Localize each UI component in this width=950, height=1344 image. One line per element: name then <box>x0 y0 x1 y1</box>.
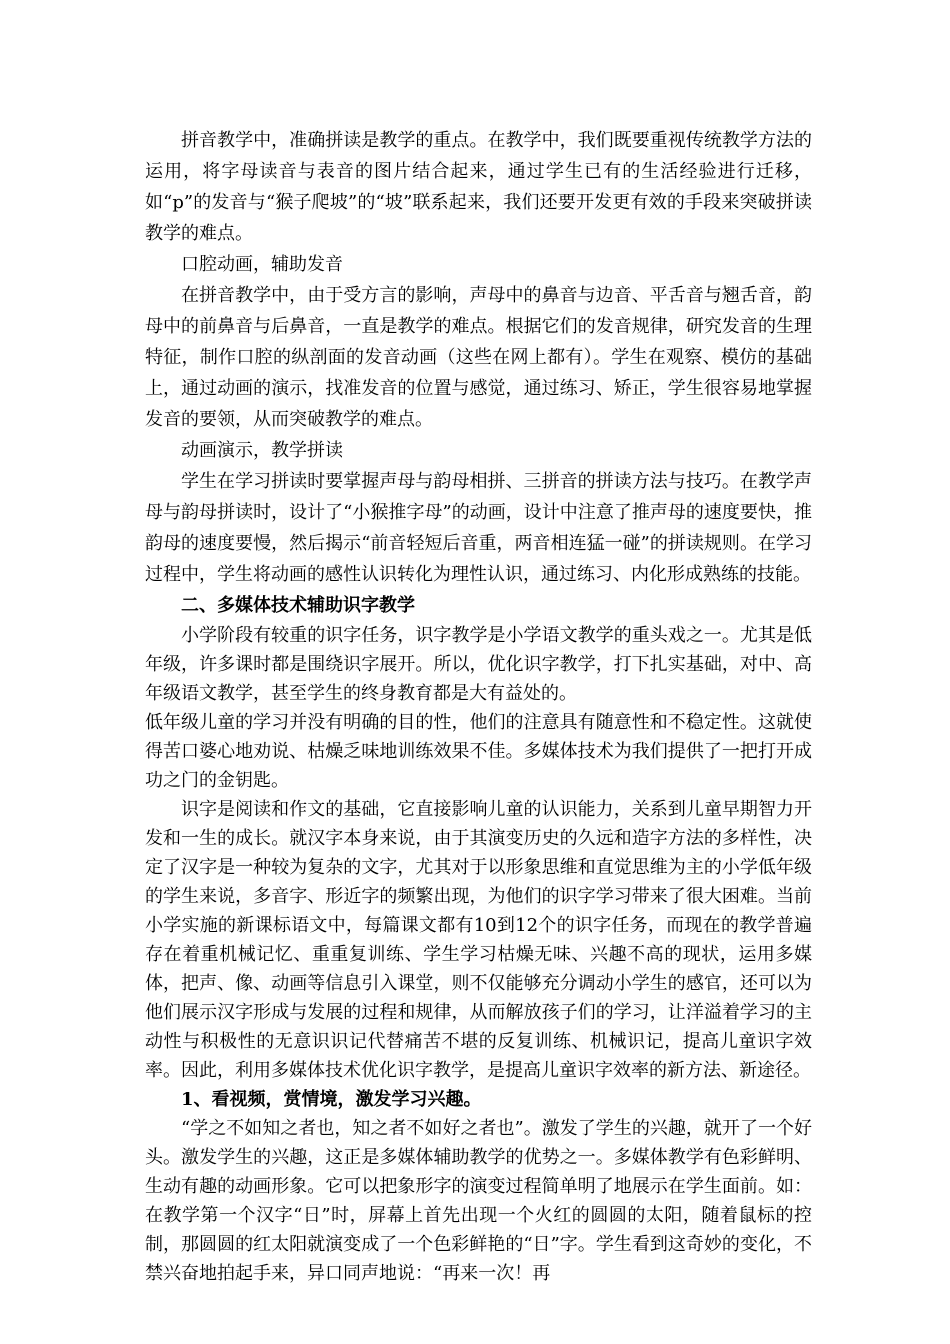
paragraph-pinyin-intro: 拼音教学中，准确拼读是教学的重点。在教学中，我们既要重视传统教学方法的运用，将字母读音与表音的图片结合起来，通过学生已有的生活经验进行迁移，如“p”的发音与“猴子爬坡”的“坡”联系起来，我们还要开发更有效的手段来突破拼读教学的难点。 <box>145 130 812 244</box>
subheading-video-interest: 1、看视频，赏情境，激发学习兴趣。 <box>181 1089 482 1110</box>
paragraph-oral-animation: 在拼音教学中，由于受方言的影响，声母中的鼻音与边音、平舌音与翘舌音，韵母中的前鼻音与后鼻音，一直是教学的难点。根据它们的发音规律，研究发音的生理特征，制作口腔的纵剖面的发音动画（这些在网上都有）。学生在观察、模仿的基础上，通过动画的演示，找准发音的位置与感觉，通过练习、矫正，学生很容易地掌握发音的要领，从而突破教学的难点。 <box>145 285 812 430</box>
paragraph-animation-demo: 学生在学习拼读时要掌握声母与韵母相拼、三拼音的拼读方法与技巧。在教学声母与韵母拼读时，设计了“小猴推字母”的动画，设计中注意了推声母的速度要快，推韵母的速度要慢，然后揭示“前音轻短后音重，两音相连猛一碰”的拼读规则。在学习过程中，学生将动画的感性认识转化为理性认识，通过练习、内化形成熟练的技能。 <box>145 471 812 585</box>
paragraph-literacy-task: 小学阶段有较重的识字任务，识字教学是小学语文教学的重头戏之一。尤其是低年级，许多课时都是围绕识字展开。所以，优化识字教学，打下扎实基础，对中、高年级语文教学，甚至学生的终身教育都是大有益处的。 <box>145 625 812 704</box>
paragraph-interest: “学之不如知之者也，知之者不如好之者也”。激发了学生的兴趣，就开了一个好头。激发学生的兴趣，这正是多媒体辅助教学的优势之一。多媒体教学有色彩鲜明、生动有趣的动画形象。它可以把象形字的演变过程简单明了地展示在学生面前。如：在教学第一个汉字“日”时，屏幕上首先出现一个火红的圆圆的太阳，随着鼠标的控制，那圆圆的红太阳就演变成了一个色彩鲜艳的“日”字。学生看到这奇妙的变化，不禁兴奋地拍起手来，异口同声地说：“再来一次！再 <box>145 1118 812 1284</box>
paragraph-literacy-basis: 识字是阅读和作文的基础，它直接影响儿童的认识能力，关系到儿童早期智力开发和一生的成长。就汉字本身来说，由于其演变历史的久远和造字方法的多样性，决定了汉字是一种较为复杂的文字，尤其对于以形象思维和直觉思维为主的小学低年级的学生来说，多音字、形近字的频繁出现，为他们的识字学习带来了很大困难。当前小学实施的新课标语文中，每篇课文都有10到12个的识字任务，而现在的教学普遍存在着重机械记忆、重重复训练、学生学习枯燥无味、兴趣不高的现状，运用多媒体，把声、像、动画等信息引入课堂，则不仅能够充分调动小学生的感官，还可以为他们展示汉字形成与发展的过程和规律，从而解放孩子们的学习，让洋溢着学习的主动性与积极性的无意识识记代替痛苦不堪的反复训练、机械识记，提高儿童识字效率。因此，利用多媒体技术优化识字教学，是提高儿童识字效率的新方法、新途径。 <box>145 799 812 1081</box>
subheading-animation-demo: 动画演示，教学拼读 <box>181 440 343 461</box>
section-heading-literacy: 二、多媒体技术辅助识字教学 <box>181 595 415 616</box>
paragraph-lower-grade: 低年级儿童的学习并没有明确的目的性，他们的注意具有随意性和不稳定性。这就使得苦口婆心地劝说、枯燥乏味地训练效果不佳。多媒体技术为我们提供了一把打开成功之门的金钥匙。 <box>145 712 812 791</box>
subheading-oral-animation: 口腔动画，辅助发音 <box>181 254 343 275</box>
